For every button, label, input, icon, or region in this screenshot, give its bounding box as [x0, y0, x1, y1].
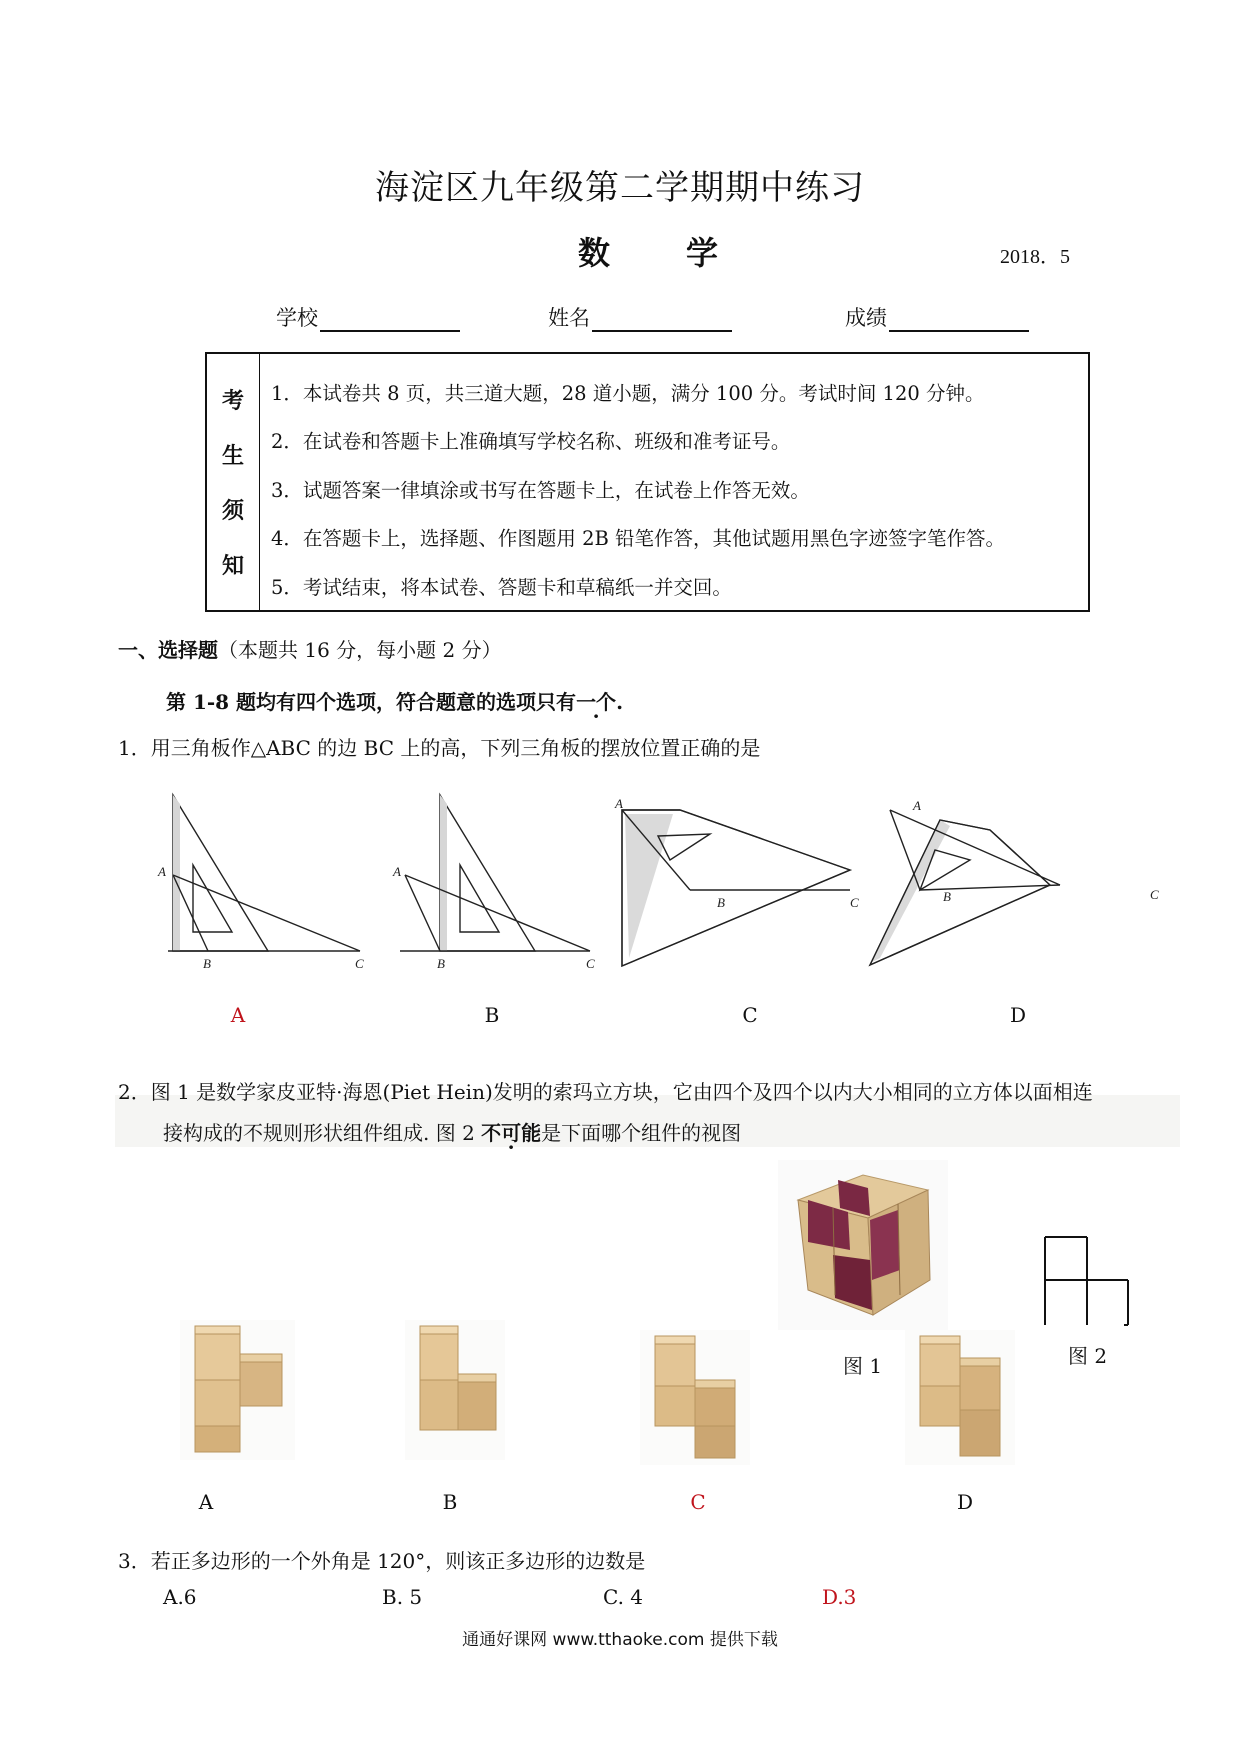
notice-heading-char: 须 — [221, 498, 244, 524]
section-heading — [118, 634, 502, 663]
q2-text-end: 是下面哪个组件的视图 — [541, 1121, 742, 1145]
notice-item: 2．在试卷和答题卡上准确填写学校名称、班级和准考证号。 — [271, 430, 791, 453]
q3-option-c: C. 4 — [603, 1585, 644, 1609]
figure-2-caption: 图 2 — [1068, 1344, 1108, 1368]
score-field — [845, 302, 1029, 332]
q3-option-b: B. 5 — [382, 1585, 423, 1609]
q2-piece-a-photo — [180, 1320, 295, 1460]
point-label: A — [158, 864, 166, 879]
notice-heading-char: 生 — [221, 443, 244, 469]
notice-heading — [207, 354, 260, 610]
q3-option-d — [822, 1585, 856, 1609]
school-label: 学校 — [276, 306, 318, 330]
q1-diagram-a — [168, 795, 360, 951]
candidate-notice-box — [205, 352, 1090, 612]
exam-date: 2018．5 — [1000, 246, 1070, 268]
section-hint — [166, 686, 623, 715]
notice-item: 3．试题答案一律填涂或书写在答题卡上，在试卷上作答无效。 — [271, 479, 810, 502]
q2-emphasis: 不可能 — [481, 1121, 542, 1145]
q1-option-c: C — [742, 1003, 758, 1027]
school-blank — [320, 308, 460, 332]
score-blank — [889, 308, 1029, 332]
question-2-line-1: 2．图 1 是数学家皮亚特·海恩(Piet Hein)发明的索玛立方块，它由四个及四个以内大小相同的立方体以面相连 — [118, 1080, 1093, 1104]
q3-option-a: A.6 — [163, 1585, 197, 1609]
q2-option-c: C — [690, 1490, 706, 1514]
q1-option-b: B — [484, 1003, 500, 1027]
point-label: C — [850, 895, 859, 910]
q1-diagrams — [150, 790, 1170, 990]
notice-heading-char: 知 — [221, 553, 244, 579]
q2-piece-d-photo — [905, 1330, 1015, 1465]
q2-text: 接构成的不规则形状组件组成. 图 2 — [163, 1121, 482, 1145]
notice-item: 4．在答题卡上，选择题、作图题用 2B 铅笔作答，其他试题用黑色字迹签字笔作答。 — [271, 527, 1006, 550]
question-1-text: 1．用三角板作△ABC 的边 BC 上的高，下列三角板的摆放位置正确的是 — [118, 736, 761, 760]
hint-end: . — [616, 690, 624, 714]
name-blank — [592, 308, 732, 332]
notice-item: 1．本试卷共 8 页，共三道大题，28 道小题，满分 100 分。考试时间 120 分钟。 — [271, 382, 985, 405]
point-label: C — [586, 956, 595, 971]
q1-option-a: A — [230, 1003, 246, 1027]
figure-2-view — [1040, 1235, 1140, 1335]
point-label: A — [615, 796, 623, 811]
hint-text: 第 1-8 题均有四个选项，符合题意的选项只有 — [166, 690, 577, 714]
point-label: C — [1150, 887, 1159, 902]
set-square-shade — [173, 795, 180, 951]
figure-1-caption: 图 1 — [843, 1354, 883, 1378]
exam-title: 海淀区九年级第二学期期中练习 — [375, 168, 865, 208]
name-label: 姓名 — [548, 306, 590, 330]
q3-option-d-text: D.3 — [822, 1585, 857, 1609]
q2-option-d: D — [956, 1490, 974, 1514]
school-field — [276, 302, 460, 332]
point-label: B — [943, 889, 951, 904]
q1-diagram-b — [400, 795, 590, 951]
q1-diagram-d — [870, 810, 1060, 965]
section-title: 一、选择题 — [118, 638, 218, 662]
name-field — [548, 302, 732, 332]
notice-item: 5．考试结束，将本试卷、答题卡和草稿纸一并交回。 — [271, 576, 732, 599]
notice-heading-char: 考 — [221, 388, 244, 414]
point-label: B — [717, 895, 725, 910]
point-label: C — [355, 956, 364, 971]
point-label: B — [203, 956, 211, 971]
section-note: （本题共 16 分，每小题 2 分） — [218, 638, 502, 662]
page-footer: 通通好课网 www.tthaoke.com 提供下载 — [462, 1630, 778, 1650]
q1-option-d: D — [1009, 1003, 1027, 1027]
q1-diagram-c — [622, 810, 850, 966]
soma-cube-photo — [778, 1160, 948, 1330]
point-label: B — [437, 956, 445, 971]
question-3-text: 3．若正多边形的一个外角是 120°，则该正多边形的边数是 — [118, 1549, 646, 1573]
q2-option-b: B — [442, 1490, 458, 1514]
score-label: 成绩 — [845, 306, 887, 330]
point-label: A — [393, 864, 401, 879]
point-label: A — [913, 798, 921, 813]
q2-piece-b-photo — [405, 1320, 505, 1460]
question-2-line-2 — [163, 1117, 741, 1146]
q2-piece-c-photo — [640, 1330, 750, 1465]
subject-title: 数学 — [578, 234, 795, 272]
q2-option-a: A — [198, 1490, 214, 1514]
hint-emphasis: 一个 — [576, 690, 617, 714]
